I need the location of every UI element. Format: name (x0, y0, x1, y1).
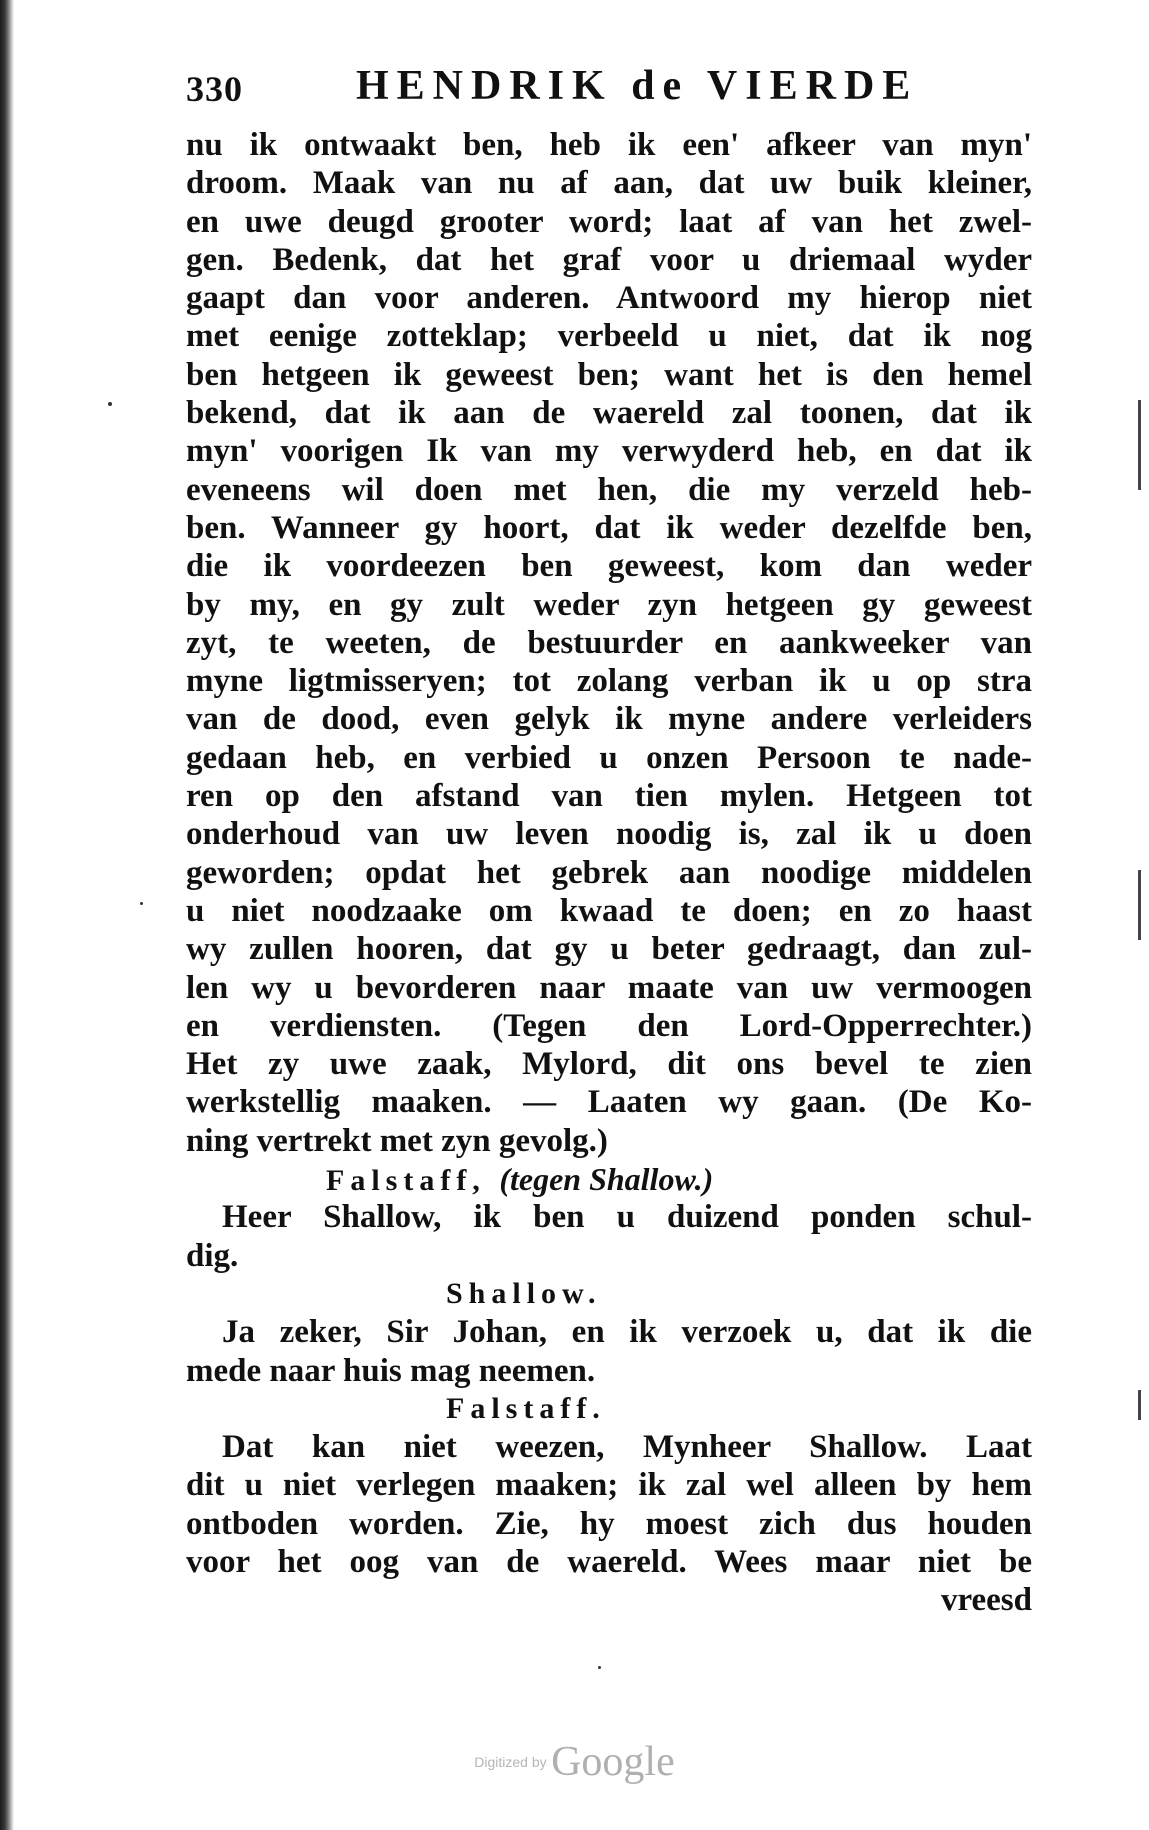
text-line: gen. Bedenk, dat het graf voor u driemaal wyder (186, 241, 1032, 278)
text-line: Ja zeker, Sir Johan, en ik verzoek u, dat ik die (222, 1314, 1032, 1351)
stage-direction: (tegen Shallow.) (499, 1161, 714, 1198)
text-line: wy zullen hooren, dat gy u beter gedraagt, dan zul- (186, 931, 1032, 968)
text-line: voor het oog van de waereld. Wees maar niet be (186, 1543, 1032, 1580)
text-line: Dat kan niet weezen, Mynheer Shallow. Laat (222, 1429, 1032, 1466)
body-text (186, 126, 1032, 1581)
text-line: geworden; opdat het gebrek aan noodige middelen (186, 854, 1032, 891)
text-line: en uwe deugd grooter word; laat af van het zwel- (186, 203, 1032, 240)
scan-margin-mark (1138, 870, 1141, 940)
speaker-heading (186, 1275, 1032, 1313)
text-line: ning vertrekt met zyn gevolg.) (186, 1122, 608, 1159)
text-line: ren op den afstand van tien mylen. Hetgeen tot (186, 778, 1032, 815)
text-line: Heer Shallow, ik ben u duizend ponden schul- (222, 1199, 1032, 1236)
text-line: werkstellig maaken. — Laaten wy gaan. (De Ko- (186, 1084, 1032, 1121)
scan-speck (140, 902, 143, 905)
digitized-watermark (0, 1738, 1149, 1786)
text-line: van de dood, even gelyk ik myne andere verleiders (186, 701, 1032, 738)
text-line: nu ik ontwaakt ben, heb ik een' afkeer van myn' (186, 127, 1032, 163)
text-line: mede naar huis mag neemen. (186, 1352, 596, 1389)
text-line: gaapt dan voor anderen. Antwoord my hierop niet (186, 280, 1032, 317)
text-line: en verdiensten. (Tegen den Lord-Opperrechter.) (186, 1007, 1032, 1044)
text-line: dit u niet verlegen maaken; ik zal wel alleen by hem (186, 1467, 1032, 1504)
scan-speck (108, 402, 112, 406)
text-line: onderhoud van uw leven noodig is, zal ik u doen (186, 816, 1032, 853)
text-line: gedaan heb, en verbied u onzen Persoon te nade- (186, 739, 1032, 776)
text-line: bekend, dat ik aan de waereld zal toonen, dat ik (186, 395, 1032, 432)
text-line: myne ligtmisseryen; tot zolang verban ik u op stra (186, 663, 1032, 700)
speaker-name: Falstaff, (326, 1164, 486, 1198)
page-number: 330 (186, 69, 243, 109)
text-line: len wy u bevorderen naar maate van uw vermoogen (186, 969, 1032, 1006)
running-title: HENDRIK de VIERDE (356, 63, 919, 109)
text-line: zyt, te weeten, de bestuurder en aankweeker van (186, 624, 1032, 661)
speaker-heading (186, 1390, 1032, 1428)
text-line: droom. Maak van nu af aan, dat uw buik kleiner, (186, 165, 1032, 202)
text-line: by my, en gy zult weder zyn hetgeen gy geweest (186, 586, 1032, 623)
scan-speck (598, 1666, 601, 1669)
watermark-prefix: Digitized by (474, 1754, 547, 1770)
text-line: myn' voorigen Ik van my verwyderd heb, en dat ik (186, 433, 1032, 470)
watermark-brand: Google (551, 1739, 675, 1785)
text-line: ontboden worden. Zie, hy moest zich dus houden (186, 1505, 1032, 1542)
speaker-name: Falstaff. (446, 1391, 606, 1425)
running-head (186, 60, 1032, 120)
scan-margin-mark (1138, 400, 1141, 490)
text-line: met eenige zotteklap; verbeeld u niet, dat ik nog (186, 318, 1032, 355)
text-line: eveneens wil doen met hen, die my verzeld heb- (186, 471, 1032, 508)
book-page (186, 60, 1032, 1619)
scan-page-edge (0, 0, 14, 1830)
speaker-heading (186, 1160, 1032, 1198)
text-line: die ik voordeezen ben geweest, kom dan weder (186, 548, 1032, 585)
text-line: dig. (186, 1237, 239, 1274)
text-line: ben hetgeen ik geweest ben; want het is den hemel (186, 356, 1032, 393)
text-line: Het zy uwe zaak, Mylord, dit ons bevel te zien (186, 1046, 1032, 1083)
text-line: ben. Wanneer gy hoort, dat ik weder dezelfde ben, (186, 509, 1032, 546)
scan-margin-mark (1138, 1390, 1141, 1420)
speaker-name: Shallow. (446, 1276, 602, 1310)
catchword: vreesd (940, 1582, 1032, 1619)
text-line: u niet noodzaake om kwaad te doen; en zo haast (186, 892, 1032, 929)
